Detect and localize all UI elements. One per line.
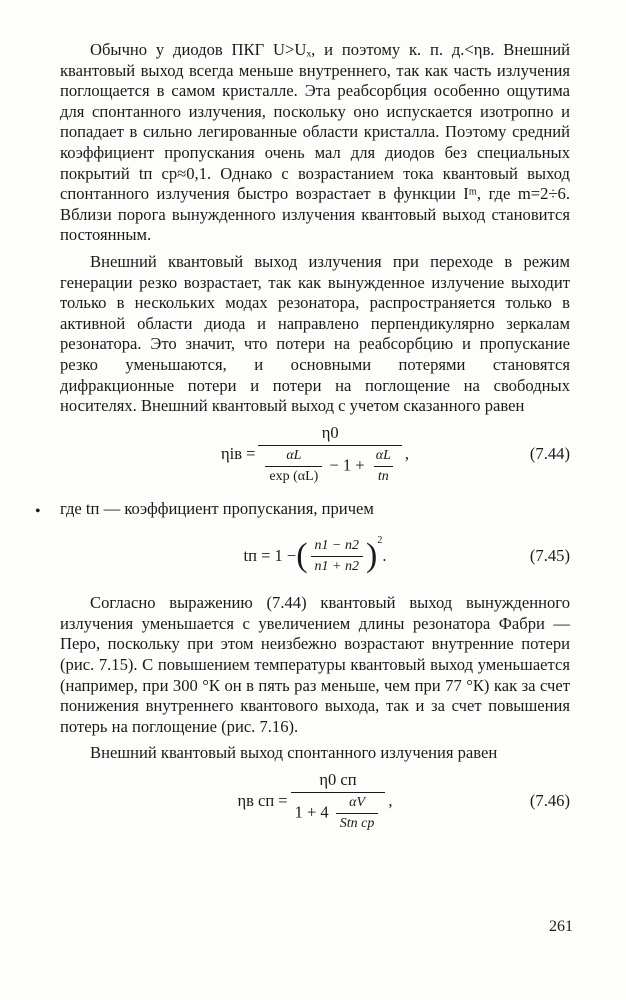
- eq744-frac1-denominator: exp (αL): [265, 466, 322, 485]
- eq745-numerator: n1 − n2: [314, 537, 359, 553]
- eq746-denominator-prefix: 1 + 4: [294, 802, 329, 822]
- eq746-numerator: η0 сп: [319, 770, 357, 790]
- eq746-tail: ,: [388, 791, 393, 811]
- eq744-frac2-denominator: tп: [374, 466, 393, 485]
- eq745-exponent: 2: [377, 534, 383, 546]
- paragraph-4: Внешний квантовый выход спонтанного излучения равен: [90, 743, 498, 763]
- equation-number-7-45: (7.45): [529, 546, 570, 566]
- equation-7-46: [60, 764, 570, 838]
- paragraph-1: Обычно у диодов ПКГ U>Uₓ, и поэтому к. п. д.<ηв. Внешний квантовый выход всегда меньше внутреннего, так как часть излучения поглощается в самом кристалле. Эта реабсорбция особенно ощутима для спонтанного излучения, поскольку оно испускается изотропно и попадает в сильно легированные области кристалла. Поэтому средний коэффициент пропускания очень мал для диодов без специальных покрытий tп ср≈0,1. Однако с возрастанием тока квантовый выход спонтанного излучения быстро возрастает в функции Iᵐ, где m=2÷6. Вблизи порога вынужденного излучения квантовый выход становится постоянным.: [60, 40, 570, 245]
- eq744-middle: − 1 +: [329, 454, 365, 474]
- eq744-tail: ,: [404, 443, 409, 463]
- eq746-inner-numerator: αV: [349, 795, 366, 811]
- eq745-right-paren: ): [365, 537, 378, 575]
- equation-number-7-46: (7.46): [529, 791, 570, 811]
- eq745-lhs: tп = 1 −: [243, 546, 297, 566]
- eq744-frac1-numerator: αL: [286, 447, 302, 463]
- eq746-lhs: ηв сп =: [237, 791, 288, 811]
- margin-mark: •: [35, 502, 41, 520]
- eq745-denominator: n1 + n2: [311, 556, 363, 575]
- eq744-numerator: η0: [321, 422, 339, 442]
- where-clause: где tп — коэффициент пропускания, причем: [60, 498, 374, 518]
- eq744-frac2-numerator: αL: [375, 447, 391, 463]
- eq744-lhs: ηiв =: [220, 443, 256, 463]
- paragraph-3: Согласно выражению (7.44) квантовый выход вынужденного излучения уменьшается с увеличением длины резонатора Фабри — Перо, поскольку при этом неизбежно возрастают внутренние потери (рис. 7.15). С повышением температуры квантовый выход уменьшается (например, при 300 °К он в пять раз меньше, чем при 77 °К) как за счет понижения внутреннего квантового выхода, так и за счет повышения потерь на поглощение (рис. 7.16).: [60, 593, 570, 736]
- equation-7-44: [60, 417, 570, 491]
- equation-7-45: [60, 519, 570, 593]
- paragraph-2: Внешний квантовый выход излучения при переходе в режим генерации резко возрастает, так как вынужденное излучение выходит только в нескольких модах резонатора, распространяется только в активной области диода и направлено перпендикулярно зеркалам резонатора. Это значит, что потери на реабсорбцию и пропускание резко уменьшаются, и основными потерями становятся дифракционные потери и потери на поглощение на свободных носителях. Внешний квантовый выход с учетом сказанного равен: [60, 251, 570, 416]
- eq746-inner-denominator: Stп ср: [336, 813, 379, 832]
- equation-number-7-44: (7.44): [529, 443, 570, 463]
- eq745-tail: .: [382, 546, 387, 566]
- eq745-left-paren: (: [296, 537, 308, 575]
- page-content: [35, 40, 570, 838]
- page-number: 261: [549, 918, 573, 935]
